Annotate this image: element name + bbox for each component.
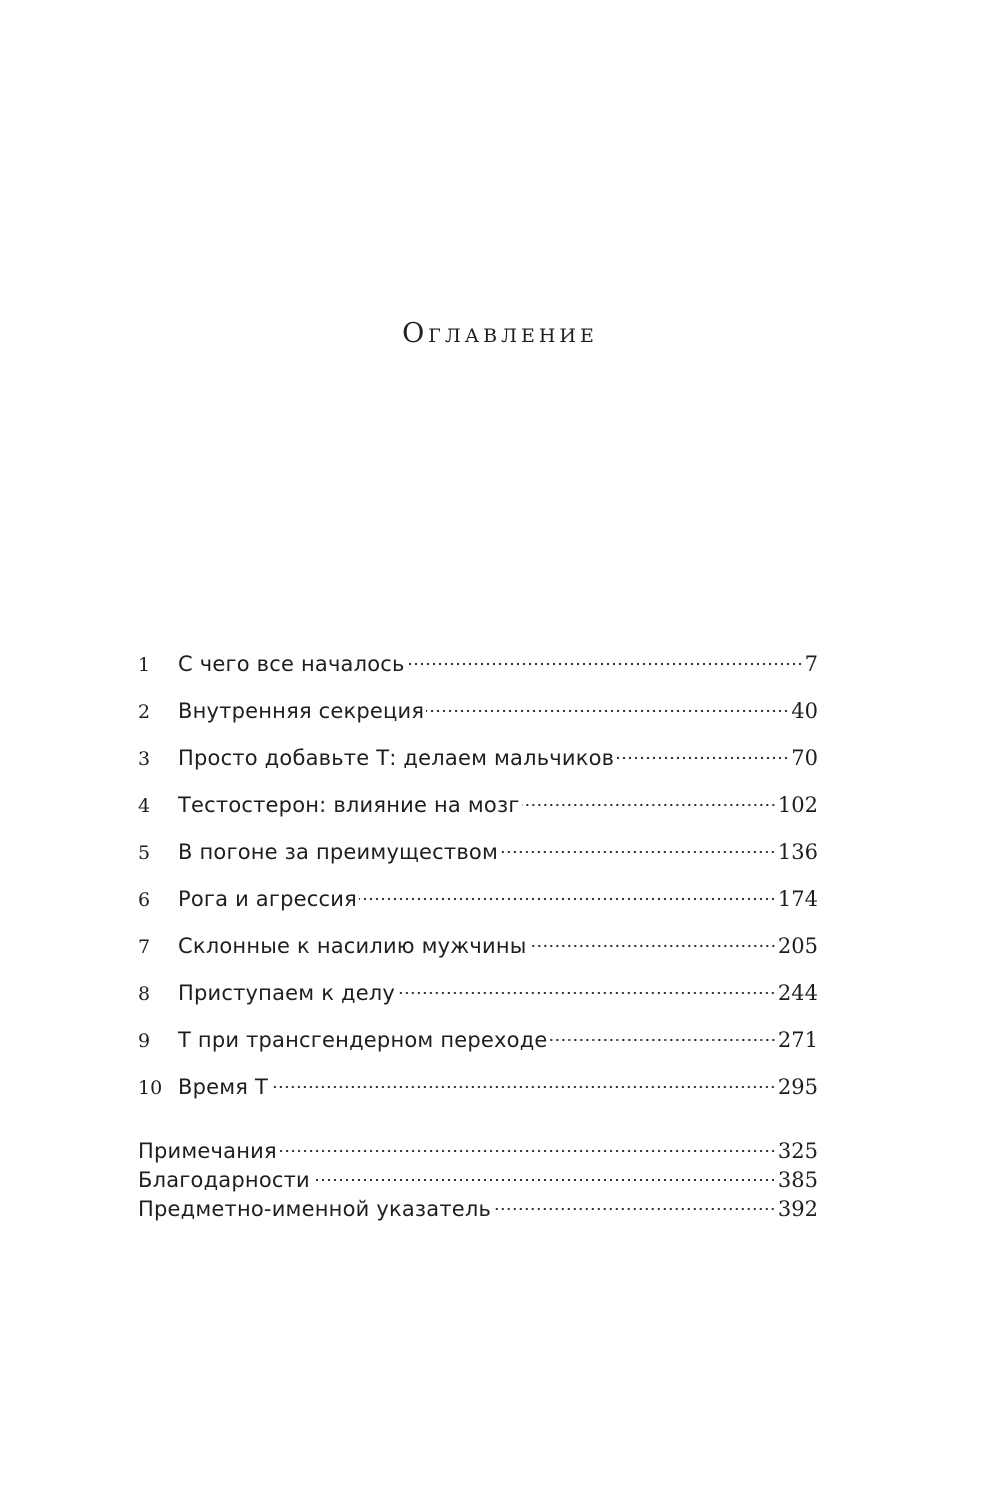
page-number: 244 <box>777 981 818 1005</box>
dot-leader <box>426 709 789 713</box>
chapter-title: Внутренняя секреция <box>178 699 425 723</box>
chapter-number: 10 <box>138 1077 163 1099</box>
backmatter-title: Благодарности <box>138 1168 310 1192</box>
backmatter-title: Примечания <box>138 1139 277 1163</box>
chapter-title: Рога и агрессия <box>178 887 357 911</box>
toc-entry-chapter-5[interactable] <box>138 838 818 885</box>
page-number: 70 <box>791 746 818 770</box>
chapter-title: Т при трансгендерном переходе <box>178 1028 548 1052</box>
dot-leader <box>312 1178 776 1182</box>
toc-entry-chapter-9[interactable] <box>138 1026 818 1073</box>
dot-leader <box>279 1149 776 1153</box>
chapter-title: В погоне за преимуществом <box>178 840 499 864</box>
toc-entry-chapter-10[interactable] <box>138 1073 818 1120</box>
backmatter-title: Предметно-именной указатель <box>138 1197 492 1221</box>
dot-leader <box>500 850 776 854</box>
backmatter-list <box>138 1137 818 1224</box>
dot-leader <box>550 1038 776 1042</box>
dot-leader <box>407 662 803 666</box>
page-number: 102 <box>777 793 818 817</box>
toc-entry-chapter-4[interactable] <box>138 791 818 838</box>
chapter-number: 4 <box>138 795 151 817</box>
chapter-title: Просто добавьте Т: делаем мальчиков <box>178 746 615 770</box>
chapter-number: 3 <box>138 748 151 770</box>
page-number: 40 <box>791 699 818 723</box>
page-number: 174 <box>777 887 818 911</box>
chapter-list <box>138 650 818 1120</box>
page-number: 392 <box>777 1197 818 1221</box>
toc-entry-notes[interactable] <box>138 1137 818 1166</box>
page-title: Оглавление <box>402 318 598 349</box>
toc-entry-chapter-7[interactable] <box>138 932 818 979</box>
toc-entry-chapter-2[interactable] <box>138 697 818 744</box>
dot-leader <box>522 803 776 807</box>
dot-leader <box>359 897 776 901</box>
dot-leader <box>616 756 789 760</box>
page-number: 385 <box>777 1168 818 1192</box>
chapter-title: Тестостерон: влияние на мозг <box>178 793 520 817</box>
toc-entry-acknowledgements[interactable] <box>138 1166 818 1195</box>
dot-leader <box>270 1085 776 1089</box>
toc-entry-chapter-3[interactable] <box>138 744 818 791</box>
dot-leader <box>397 991 776 995</box>
chapter-title: С чего все началось <box>178 652 405 676</box>
chapter-number: 5 <box>138 842 151 864</box>
toc-entry-chapter-8[interactable] <box>138 979 818 1026</box>
chapter-title: Склонные к насилию мужчины <box>178 934 527 958</box>
chapter-number: 1 <box>138 654 151 676</box>
dot-leader <box>493 1207 776 1211</box>
toc-entry-index[interactable] <box>138 1195 818 1224</box>
chapter-number: 2 <box>138 701 151 723</box>
chapter-number: 7 <box>138 936 151 958</box>
page-number: 7 <box>804 652 818 676</box>
chapter-title: Время Т <box>178 1075 269 1099</box>
page-number: 271 <box>777 1028 818 1052</box>
toc-entry-chapter-1[interactable] <box>138 650 818 697</box>
chapter-number: 9 <box>138 1030 151 1052</box>
page-number: 295 <box>777 1075 818 1099</box>
page-number: 136 <box>777 840 818 864</box>
chapter-title: Приступаем к делу <box>178 981 396 1005</box>
page-number: 325 <box>777 1139 818 1163</box>
chapter-number: 6 <box>138 889 151 911</box>
page-number: 205 <box>777 934 818 958</box>
chapter-number: 8 <box>138 983 151 1005</box>
dot-leader <box>529 944 776 948</box>
toc-entry-chapter-6[interactable] <box>138 885 818 932</box>
